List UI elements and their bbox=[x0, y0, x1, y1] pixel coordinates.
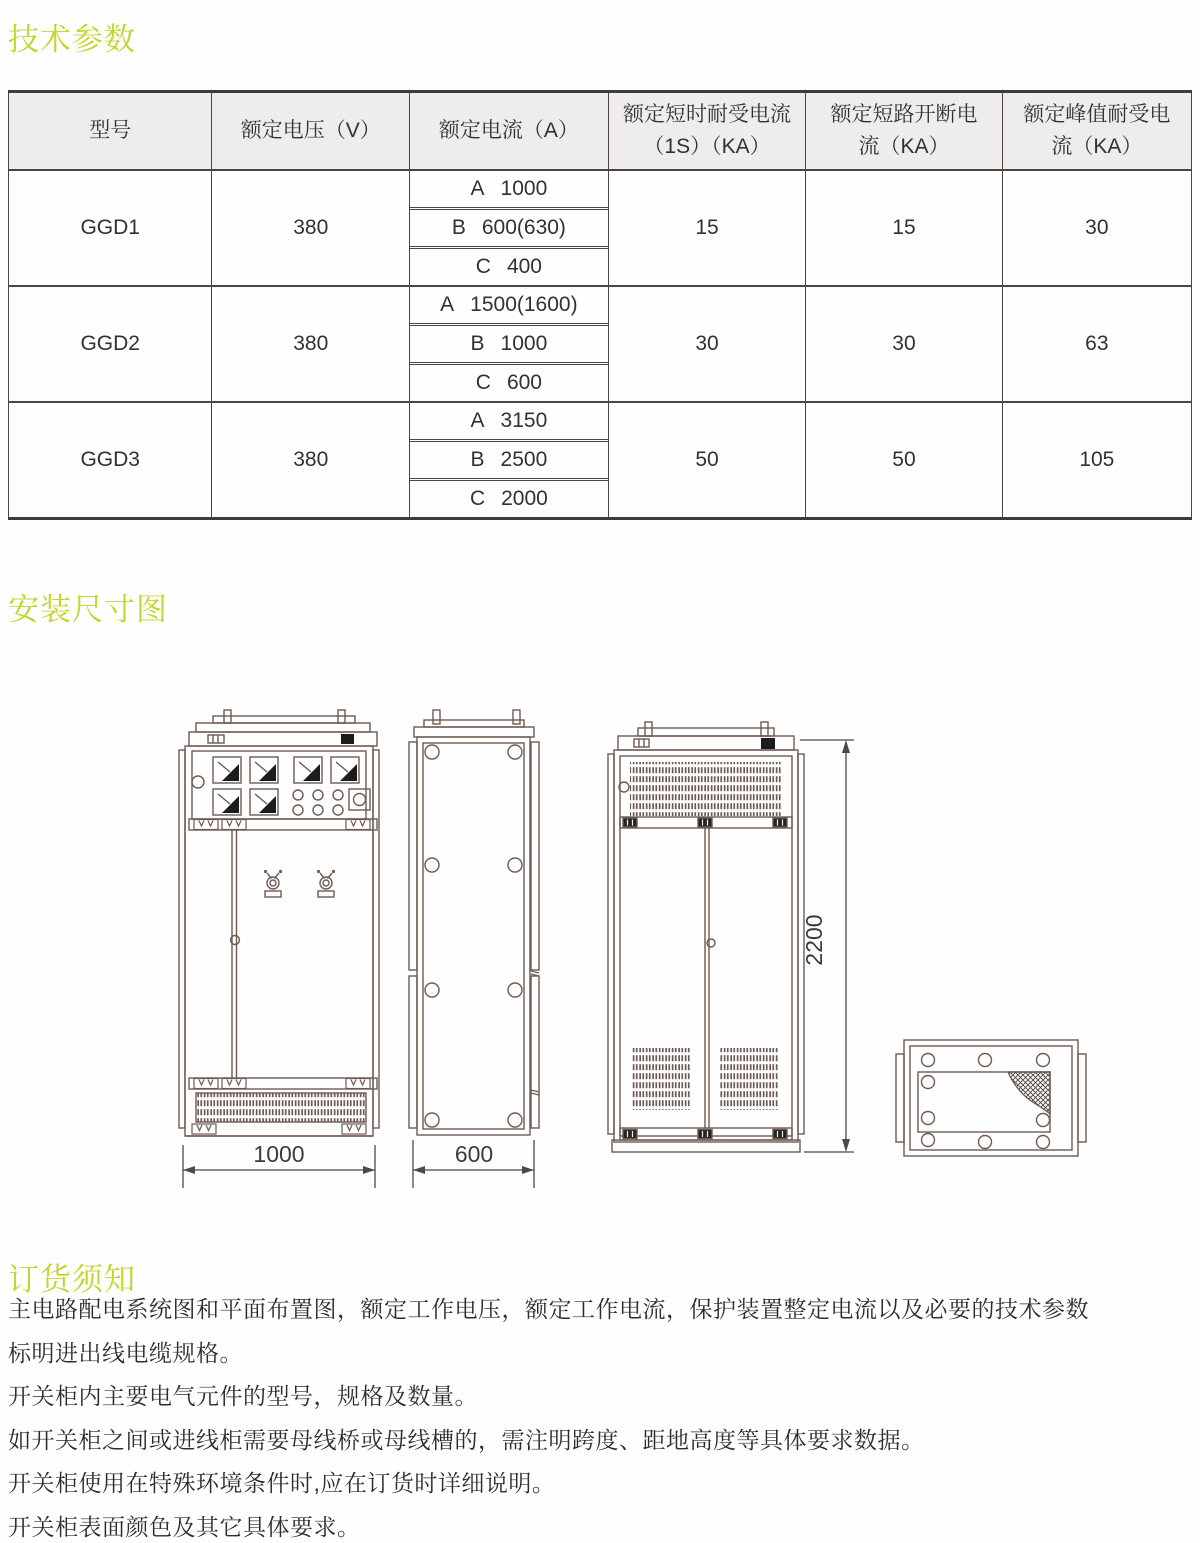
short-time-withstand-cell: 15 bbox=[608, 170, 806, 286]
voltage-cell: 380 bbox=[212, 402, 410, 519]
short-time-withstand-cell: 50 bbox=[608, 402, 806, 519]
section-heading-installation-dimensions: 安装尺寸图 bbox=[8, 592, 168, 627]
ordering-note-line: 开关柜表面颜色及其它具体要求。 bbox=[8, 1513, 361, 1540]
short-circuit-breaking-cell: 30 bbox=[806, 286, 1002, 402]
header-peak-withstand: 额定峰值耐受电流（KA） bbox=[1002, 92, 1191, 170]
model-cell: GGD1 bbox=[9, 170, 212, 286]
ordering-note-line: 开关柜使用在特殊环境条件时,应在订货时详细说明。 bbox=[8, 1470, 556, 1496]
current-subrow: C 600 bbox=[410, 362, 608, 401]
current-cell bbox=[410, 402, 609, 519]
table-row bbox=[9, 402, 1192, 519]
current-subrow: B 1000 bbox=[410, 323, 608, 362]
installation-dimension-diagram bbox=[8, 640, 1192, 1240]
peak-withstand-cell: 105 bbox=[1002, 402, 1191, 519]
technical-parameters-table bbox=[8, 90, 1192, 520]
ordering-note-line: 开关柜内主要电气元件的型号，规格及数量。 bbox=[8, 1383, 478, 1409]
section-heading-technical-parameters: 技术参数 bbox=[8, 22, 136, 57]
table-row bbox=[9, 286, 1192, 402]
peak-withstand-cell: 30 bbox=[1002, 170, 1191, 286]
current-subrow: B 600(630) bbox=[410, 207, 608, 246]
header-short-time-withstand: 额定短时耐受电流（1S）（KA） bbox=[608, 92, 806, 170]
ordering-note-line: 如开关柜之间或进线柜需要母线桥或母线槽的，需注明跨度、距地高度等具体要求数据。 bbox=[8, 1426, 925, 1453]
peak-withstand-cell: 63 bbox=[1002, 286, 1191, 402]
current-subrow: A 1000 bbox=[470, 176, 548, 200]
cabinet-rear-view bbox=[608, 722, 854, 1152]
dim-front-width-label: 1000 bbox=[253, 1141, 305, 1167]
header-short-circuit-breaking: 额定短路开断电流（KA） bbox=[806, 92, 1002, 170]
current-cell bbox=[410, 286, 609, 402]
header-rated-current: 额定电流（A） bbox=[410, 92, 609, 170]
model-cell: GGD3 bbox=[9, 402, 212, 519]
current-subrow: B 2500 bbox=[410, 439, 608, 478]
ordering-note-line: 主电路配电系统图和平面布置图，额定工作电压，额定工作电流，保护装置整定电流以及必要的技术参数 bbox=[8, 1296, 1089, 1322]
short-circuit-breaking-cell: 50 bbox=[806, 402, 1002, 519]
section-heading-ordering-notes: 订货须知 bbox=[8, 1262, 136, 1297]
table-row bbox=[9, 170, 1192, 286]
cabinet-top-view bbox=[896, 1040, 1086, 1156]
cabinet-side-view bbox=[409, 710, 539, 1188]
current-subrow: C 400 bbox=[410, 246, 608, 285]
voltage-cell: 380 bbox=[212, 170, 410, 286]
ordering-note-line: 标明进出线电缆规格。 bbox=[8, 1339, 243, 1366]
current-cell bbox=[410, 170, 609, 286]
dim-side-depth-label: 600 bbox=[454, 1141, 494, 1167]
header-rated-voltage: 额定电压（V） bbox=[212, 92, 410, 170]
voltage-cell: 380 bbox=[212, 286, 410, 402]
short-circuit-breaking-cell: 15 bbox=[806, 170, 1002, 286]
dim-height-label: 2200 bbox=[801, 914, 827, 966]
ordering-notes bbox=[8, 1293, 1192, 1543]
cabinet-front-view bbox=[179, 710, 379, 1188]
header-model: 型号 bbox=[9, 92, 212, 170]
current-subrow: A 3150 bbox=[470, 408, 548, 432]
short-time-withstand-cell: 30 bbox=[608, 286, 806, 402]
model-cell: GGD2 bbox=[9, 286, 212, 402]
current-subrow: A 1500(1600) bbox=[440, 292, 578, 316]
current-subrow: C 2000 bbox=[410, 478, 608, 517]
table-header-row bbox=[9, 92, 1192, 170]
